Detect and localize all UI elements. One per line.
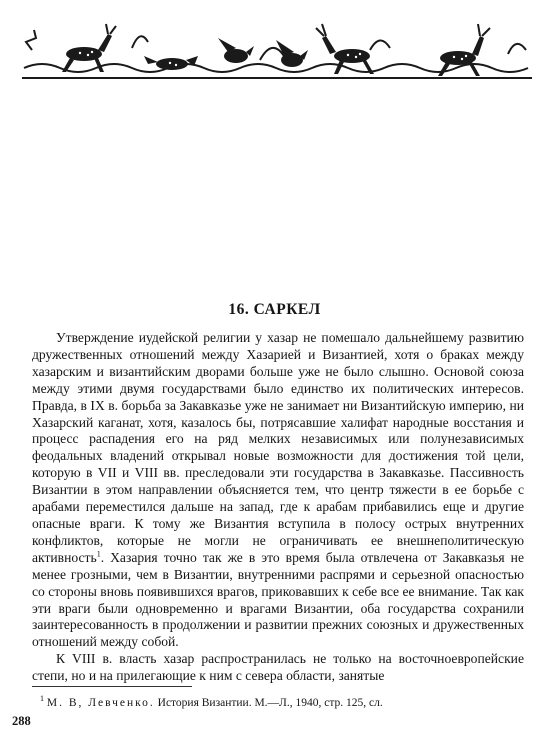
paragraph-1-text: Утверждение иудейской религии у хазар не помешало дальнейшему развитию дружественных отношений между Хазарией и Византией, хотя о браках между хазарским и византийским дворами больше уже не было слышно. Основой союза между этими двумя государствами было единство их политических интересов. Правда, в IX в. борьба за Закавказье уже не занимает ни Византийскую империю, ни Хазарский каганат, хотя, казалось бы, потрясавшие халифат народные восстания и процесс распадения его на ряд мелких независимых или полунезависимых феодальных владений открывал новые возможности для достижения той цели, которую в VII и VIII вв. преследовали эти государства в Закавказье. Пассивность Византии в этом направлении объясняется тем, что центр тяжести в ее борьбе с арабами переместился дальше на запад, где к арабам прибавились еще и другие опасные враги. К тому же Византия вступила в полосу острых внутренних конфликтов, которые не могли не ограничивать ее внешнеполитическую активность bbox=[32, 330, 524, 565]
footnote-citation: История Византии. М.—Л., 1940, стр. 125, сл. bbox=[154, 696, 383, 709]
footnote-author: М. В, Левченко. bbox=[46, 696, 155, 709]
footnote bbox=[40, 692, 520, 710]
animal-frieze-ornament bbox=[22, 20, 532, 90]
page-number: 288 bbox=[12, 714, 31, 728]
paragraph-1-continuation: . Хазария точно так же в это время была отвлечена от Закавказья не менее грозными, чем в Византии, внутренними распрями и серьезной опасностью со стороны вновь появившихся врагов, приковавших к себе все ее внимание. Так как эти враги были одновременно и врагами Византии, оба государства сохранили заинтересованность в продолжении и развитии прежних союзных и дружественных отношений между собой. bbox=[32, 549, 524, 650]
body-text bbox=[32, 330, 524, 685]
chapter-title: 16. САРКЕЛ bbox=[228, 301, 321, 318]
footnote-marker: 1 bbox=[40, 694, 44, 703]
paragraph-2: К VIII в. власть хазар распространилась не только на восточноевропейские степи, но и на прилегающие к ним с севера области, занятые bbox=[32, 651, 524, 684]
footnote-reference: 1 bbox=[96, 549, 101, 559]
paragraph-1 bbox=[32, 330, 524, 651]
ornament-graphic bbox=[22, 20, 532, 90]
footnote-divider bbox=[32, 686, 192, 687]
